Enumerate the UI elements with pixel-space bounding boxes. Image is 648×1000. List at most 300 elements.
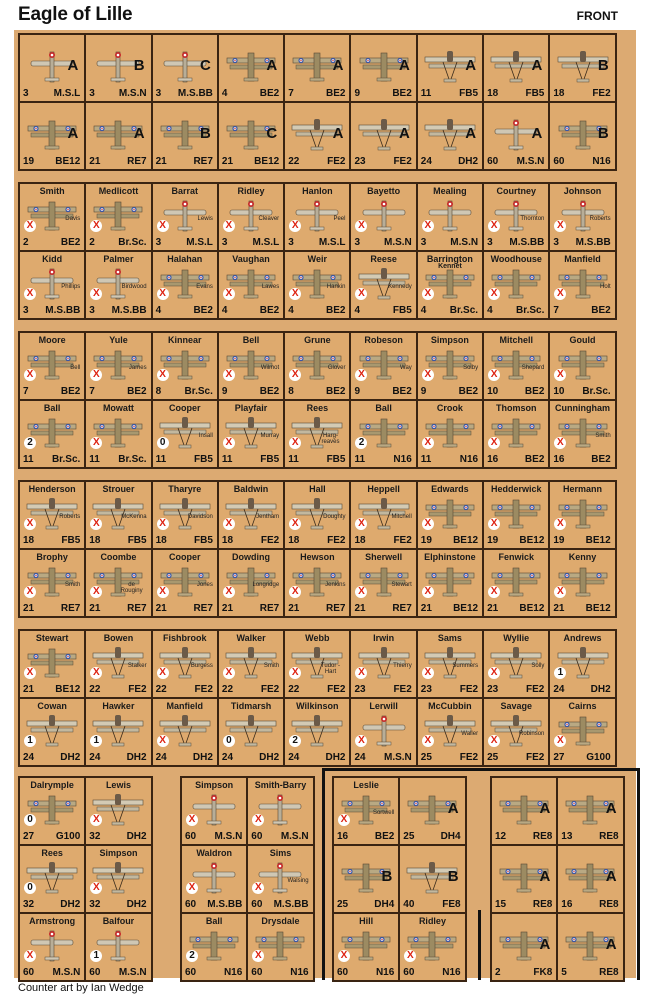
squadron-number: 2 (89, 237, 95, 248)
unit-counter[interactable] (549, 481, 615, 549)
unit-counter[interactable] (417, 549, 483, 617)
squadron-number: 40 (403, 899, 415, 910)
pilot-name: Moore (38, 335, 66, 345)
unit-counter[interactable] (19, 102, 85, 170)
squadron-number: 60 (251, 967, 263, 978)
squadron-number: 9 (354, 88, 361, 99)
ace-status-badge: X (24, 288, 36, 300)
unit-counter[interactable] (483, 183, 549, 251)
aircraft-type: FE2 (128, 684, 147, 695)
unit-counter[interactable] (284, 34, 350, 102)
unit-counter[interactable] (483, 630, 549, 698)
ace-status-badge: X (488, 518, 500, 530)
ace-status-badge: X (554, 369, 566, 381)
squadron-number: 19 (553, 535, 565, 546)
aircraft-type: M.S.L (186, 237, 213, 248)
unit-counter[interactable] (417, 630, 483, 698)
counter-letter: A (67, 57, 79, 74)
unit-counter[interactable] (19, 34, 85, 102)
squadron-number: 10 (553, 386, 565, 397)
pilot-name: Robeson (364, 335, 403, 345)
observer-name: Waller (461, 731, 479, 737)
unit-counter[interactable] (218, 698, 284, 766)
unit-counter[interactable] (152, 481, 218, 549)
unit-counter[interactable] (19, 183, 85, 251)
ace-status-badge: X (24, 518, 36, 530)
ace-status-badge: X (554, 437, 566, 449)
pilot-name: Dowding (232, 552, 271, 562)
squadron-number: 4 (354, 305, 361, 316)
aircraft-type: FB5 (392, 305, 412, 316)
unit-counter[interactable] (549, 251, 615, 319)
unit-counter[interactable] (284, 698, 350, 766)
unit-counter[interactable] (85, 102, 151, 170)
unit-counter[interactable] (417, 183, 483, 251)
counter-letter: B (447, 868, 459, 885)
ace-status-badge: X (422, 518, 434, 530)
unit-counter[interactable] (181, 845, 247, 913)
unit-counter[interactable] (218, 400, 284, 468)
unit-counter[interactable] (85, 34, 151, 102)
unit-counter[interactable] (417, 698, 483, 766)
unit-counter[interactable] (549, 332, 615, 400)
observer-name: James (128, 365, 147, 371)
aircraft-type: BE2 (392, 386, 412, 397)
ace-status-badge: X (157, 518, 169, 530)
ace-status-badge: X (488, 735, 500, 747)
squadron-number: 24 (155, 752, 167, 763)
unit-counter[interactable] (557, 913, 623, 981)
aircraft-type: BE2 (524, 454, 545, 465)
aircraft-type: N16 (442, 967, 461, 978)
unit-counter[interactable] (218, 630, 284, 698)
pilot-name: Manfield (564, 254, 601, 264)
squadron-number: 24 (221, 752, 234, 763)
observer-name: Lewis (197, 216, 213, 222)
ace-status-badge: X (289, 437, 301, 449)
unit-counter[interactable] (19, 777, 85, 845)
aircraft-type: BE2 (259, 386, 280, 397)
squadron-number: 5 (561, 967, 567, 978)
aircraft-type: DH2 (60, 899, 81, 910)
unit-counter[interactable] (85, 332, 151, 400)
squadron-number: 60 (89, 967, 101, 978)
unit-counter[interactable] (491, 845, 557, 913)
unit-counter[interactable] (218, 102, 284, 170)
ace-status-badge: X (24, 586, 36, 598)
unit-counter[interactable] (85, 400, 151, 468)
pilot-name: Simpson (195, 780, 234, 790)
unit-counter[interactable] (417, 34, 483, 102)
unit-counter[interactable] (218, 549, 284, 617)
aircraft-type: FB5 (193, 535, 213, 546)
unit-counter[interactable] (19, 549, 85, 617)
squadron-number: 11 (221, 454, 233, 465)
aircraft-type: FB5 (326, 454, 346, 465)
unit-counter[interactable] (85, 845, 151, 913)
squadron-number: 24 (89, 752, 101, 763)
unit-counter[interactable] (85, 777, 151, 845)
unit-counter[interactable] (152, 332, 218, 400)
pilot-name: Heppell (367, 484, 400, 494)
unit-counter[interactable] (284, 549, 350, 617)
observer-name: Smith (595, 433, 611, 439)
ace-status-badge: X (355, 369, 367, 381)
unit-counter[interactable] (85, 549, 151, 617)
pilot-name: Barrington (426, 254, 473, 264)
counter-letter: B (381, 868, 393, 885)
squadron-number: 3 (89, 88, 95, 99)
observer-name: Smith (64, 582, 81, 588)
squadron-number: 22 (155, 684, 167, 695)
unit-counter[interactable] (350, 34, 416, 102)
pilot-name: Mowatt (102, 403, 134, 413)
unit-counter[interactable] (218, 332, 284, 400)
squadron-number: 18 (553, 88, 565, 99)
observer-name: Insall (198, 433, 213, 439)
pilot-name: Smith (39, 186, 65, 196)
aircraft-type: FE2 (526, 684, 545, 695)
unit-counter[interactable] (85, 913, 151, 981)
pilot-name: Weir (307, 254, 327, 264)
squadron-number: 3 (155, 88, 162, 99)
unit-counter[interactable] (284, 332, 350, 400)
unit-counter[interactable] (181, 777, 247, 845)
unit-counter[interactable] (152, 400, 218, 468)
aircraft-type: BE2 (259, 88, 280, 99)
unit-counter[interactable] (19, 698, 85, 766)
ace-status-badge: 2 (289, 735, 301, 747)
aircraft-type: M.S.N (118, 88, 147, 99)
unit-counter[interactable] (19, 481, 85, 549)
aircraft-type: Br.Sc. (184, 386, 213, 397)
counter-letter: A (133, 125, 145, 142)
pilot-name: Cairns (568, 701, 597, 711)
aircraft-type: M.S.N (516, 156, 545, 167)
aircraft-type: M.S.L (318, 237, 346, 248)
squadron-number: 19 (487, 535, 499, 546)
observer-name: Shepard (521, 365, 545, 371)
ace-status-badge: X (488, 288, 500, 300)
squadron-number: 2 (23, 237, 29, 248)
pilot-name: Tharyre (168, 484, 202, 494)
unit-counter[interactable] (19, 332, 85, 400)
unit-counter[interactable] (350, 549, 416, 617)
ace-status-badge: 1 (90, 735, 102, 747)
unit-counter[interactable] (483, 34, 549, 102)
counter-letter: A (465, 125, 477, 142)
unit-counter[interactable] (284, 251, 350, 319)
squadron-number: 18 (155, 535, 167, 546)
squadron-number: 4 (288, 305, 294, 316)
unit-counter[interactable] (152, 698, 218, 766)
squadron-number: 21 (221, 156, 234, 167)
squadron-number: 32 (89, 899, 101, 910)
unit-counter[interactable] (350, 400, 416, 468)
aircraft-type: FE2 (327, 684, 346, 695)
ace-status-badge: X (554, 288, 566, 300)
ace-status-badge: 1 (90, 950, 102, 962)
unit-counter[interactable] (491, 913, 557, 981)
squadron-number: 11 (354, 454, 366, 465)
counter-letter: A (332, 57, 344, 74)
observer-name: Peel (333, 216, 346, 222)
unit-counter[interactable] (549, 630, 615, 698)
ace-status-badge: X (186, 882, 198, 894)
unit-counter[interactable] (350, 698, 416, 766)
unit-counter[interactable] (19, 845, 85, 913)
unit-counter[interactable] (483, 332, 549, 400)
ace-status-badge: X (24, 667, 36, 679)
ace-status-badge: X (157, 369, 169, 381)
pilot-name: Crook (436, 403, 463, 413)
aircraft-type: RE7 (326, 603, 346, 614)
aircraft-type: BE2 (60, 386, 81, 397)
counter-letter: A (447, 800, 459, 817)
ace-status-badge: X (289, 518, 301, 530)
unit-counter[interactable] (218, 481, 284, 549)
unit-counter[interactable] (417, 102, 483, 170)
observer-name: Thierry (393, 663, 412, 669)
pilots-block-6 (180, 776, 315, 982)
ace-status-badge: X (554, 220, 566, 232)
unit-counter[interactable] (85, 630, 151, 698)
unit-counter[interactable] (19, 913, 85, 981)
aircraft-type: FE2 (260, 684, 280, 695)
pilots-block-4 (18, 629, 617, 767)
observer-name: Robinson (519, 731, 545, 737)
unit-counter[interactable] (483, 698, 549, 766)
aircraft-type: DH2 (458, 156, 479, 167)
squadron-number: 27 (553, 752, 565, 763)
unit-counter[interactable] (350, 481, 416, 549)
squadron-number: 8 (288, 386, 294, 397)
pilot-name: Brophy (36, 552, 68, 562)
ace-status-badge: X (488, 667, 500, 679)
unit-counter[interactable] (399, 913, 465, 981)
aircraft-type: BE2 (591, 305, 611, 316)
aircraft-type: M.S.BB (111, 305, 147, 316)
observer-name: Hankin (326, 284, 346, 290)
unit-counter[interactable] (417, 251, 483, 319)
aircraft-type: FE2 (592, 88, 611, 99)
unit-counter[interactable] (549, 549, 615, 617)
pilot-name: Savage (500, 701, 532, 711)
unit-counter[interactable] (247, 845, 313, 913)
unit-counter[interactable] (417, 400, 483, 468)
unit-counter[interactable] (350, 102, 416, 170)
unit-counter[interactable] (417, 481, 483, 549)
unit-counter[interactable] (218, 251, 284, 319)
observer-name: Smith (263, 663, 280, 669)
pilot-name: Palmer (103, 254, 134, 264)
squadron-number: 16 (561, 899, 573, 910)
ace-status-badge: X (422, 586, 434, 598)
unit-counter[interactable] (181, 913, 247, 981)
squadron-number: 11 (155, 454, 167, 465)
unit-counter[interactable] (284, 102, 350, 170)
squadron-number: 21 (221, 603, 234, 614)
squadron-number: 3 (553, 237, 559, 248)
ace-status-badge: X (422, 437, 434, 449)
unit-counter[interactable] (399, 845, 465, 913)
ace-status-badge: X (289, 586, 301, 598)
observer-name: Jentham (256, 514, 280, 520)
counter-letter: A (465, 57, 477, 74)
squadron-number: 60 (487, 156, 499, 167)
aircraft-type: RE7 (60, 603, 81, 614)
squadron-number: 2 (495, 967, 501, 978)
squadron-number: 19 (420, 535, 432, 546)
unit-counter[interactable] (549, 102, 615, 170)
aircraft-type: RE7 (193, 603, 213, 614)
squadron-number: 23 (354, 156, 366, 167)
aircraft-type: BE2 (392, 88, 412, 99)
unit-counter[interactable] (19, 251, 85, 319)
unit-counter[interactable] (152, 102, 218, 170)
aircraft-type: FE2 (393, 156, 412, 167)
ace-status-badge: X (223, 667, 235, 679)
unit-counter[interactable] (218, 183, 284, 251)
aircraft-type: RE7 (392, 603, 412, 614)
unit-counter[interactable] (399, 777, 465, 845)
counter-letter: A (67, 125, 79, 142)
ace-status-badge: X (554, 518, 566, 530)
aircraft-type: M.S.BB (45, 305, 81, 316)
ace-status-badge: X (157, 667, 169, 679)
unit-counter[interactable] (152, 549, 218, 617)
aircraft-type: DH4 (440, 831, 461, 842)
unit-counter[interactable] (152, 630, 218, 698)
pilot-name: Vaughan (232, 254, 270, 264)
aircraft-type: M.S.BB (273, 899, 309, 910)
squadron-number: 24 (23, 752, 35, 763)
unit-counter[interactable] (247, 913, 313, 981)
aircraft-type: BE2 (326, 305, 346, 316)
unit-counter[interactable] (85, 698, 151, 766)
unit-counter[interactable] (549, 400, 615, 468)
unit-counter[interactable] (549, 698, 615, 766)
squadron-number: 21 (89, 156, 101, 167)
observer-name: Birdwood (121, 284, 147, 290)
unit-counter[interactable] (557, 845, 623, 913)
observer-name: Solby (463, 365, 479, 371)
unit-counter[interactable] (333, 913, 399, 981)
observer-name: McKenna (121, 514, 147, 520)
squadron-number: 11 (420, 88, 432, 99)
unit-counter[interactable] (284, 183, 350, 251)
aircraft-type: BE12 (453, 535, 479, 546)
pilot-name: Ball (43, 403, 61, 413)
aircraft-type: RE8 (599, 967, 619, 978)
squadron-number: 23 (487, 684, 499, 695)
unit-counter[interactable] (152, 183, 218, 251)
aircraft-type: BE2 (374, 831, 395, 842)
ace-status-badge: 2 (355, 437, 367, 449)
squadron-number: 23 (420, 684, 432, 695)
unit-counter[interactable] (350, 183, 416, 251)
aircraft-type: FK8 (533, 967, 553, 978)
pilot-name: Medlicott (98, 186, 139, 196)
unit-counter[interactable] (247, 777, 313, 845)
unit-counter[interactable] (350, 630, 416, 698)
pilot-name: Simpson (430, 335, 469, 345)
aircraft-type: BE12 (55, 684, 81, 695)
pilots-block-7 (332, 776, 467, 914)
squadron-number: 8 (155, 386, 162, 397)
unit-counter[interactable] (152, 251, 218, 319)
unit-counter[interactable] (284, 481, 350, 549)
squadron-number: 60 (185, 831, 197, 842)
unit-counter[interactable] (350, 332, 416, 400)
pilot-name: Hanlon (302, 186, 333, 196)
unit-counter[interactable] (284, 400, 350, 468)
unit-counter[interactable] (85, 251, 151, 319)
pilot-name: Lewis (105, 780, 131, 790)
pilot-name: Bell (242, 335, 260, 345)
pilot-name: Hawker (102, 701, 135, 711)
unit-counter[interactable] (483, 102, 549, 170)
aircraft-type: BE2 (127, 386, 147, 397)
unit-counter[interactable] (333, 845, 399, 913)
pilots-block-5 (18, 776, 153, 982)
unit-counter[interactable] (350, 251, 416, 319)
pilot-name: Rees (41, 848, 63, 858)
unit-counter[interactable] (333, 777, 399, 845)
aircraft-type: RE7 (193, 156, 213, 167)
unit-counter[interactable] (85, 183, 151, 251)
unit-counter[interactable] (218, 34, 284, 102)
ace-status-badge: X (404, 950, 416, 962)
aircraft-type: DH2 (590, 684, 611, 695)
unit-counter[interactable] (549, 183, 615, 251)
squadron-number: 60 (251, 831, 263, 842)
aircraft-type: FE2 (393, 684, 412, 695)
pilot-name: Bowen (103, 633, 134, 643)
squadron-number: 11 (89, 454, 100, 465)
squadron-number: 24 (553, 684, 565, 695)
unit-counter[interactable] (85, 481, 151, 549)
squadron-number: 18 (221, 535, 234, 546)
unit-counter[interactable] (483, 549, 549, 617)
unit-counter[interactable] (152, 34, 218, 102)
squadron-number: 21 (23, 684, 35, 695)
pilot-name: Cooper (168, 403, 201, 413)
unit-counter[interactable] (491, 777, 557, 845)
pilot-name: Baldwin (233, 484, 269, 494)
counter-letter: A (605, 868, 617, 885)
unit-counter[interactable] (549, 34, 615, 102)
squadron-number: 21 (288, 603, 300, 614)
unit-counter[interactable] (483, 481, 549, 549)
squadron-number: 3 (155, 237, 162, 248)
squadron-number: 60 (403, 967, 415, 978)
unit-counter[interactable] (19, 630, 85, 698)
unit-counter[interactable] (284, 630, 350, 698)
unit-counter[interactable] (417, 332, 483, 400)
unit-counter[interactable] (557, 777, 623, 845)
squadron-number: 21 (155, 603, 167, 614)
pilot-name-extra: Kennet (438, 263, 462, 270)
ace-status-badge: X (422, 667, 434, 679)
unit-counter[interactable] (483, 400, 549, 468)
sheet-title: Eagle of Lille (18, 4, 133, 25)
unit-counter[interactable] (19, 400, 85, 468)
observer-name: Kennedy (388, 284, 412, 290)
unit-counter[interactable] (483, 251, 549, 319)
aircraft-type: N16 (223, 967, 243, 978)
ace-status-badge: X (338, 814, 350, 826)
